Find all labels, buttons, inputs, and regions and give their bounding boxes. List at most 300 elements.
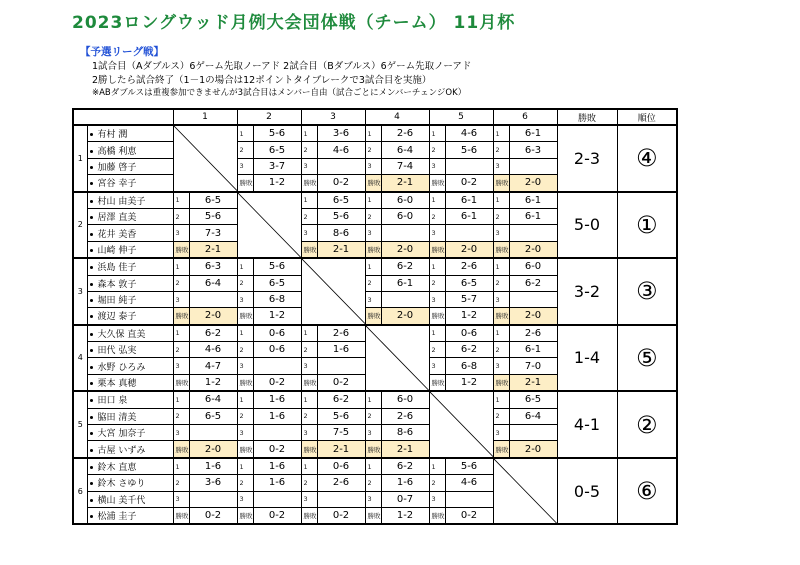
match-label: 1: [493, 125, 509, 142]
match-label: 1: [429, 458, 445, 475]
team-rank: ①: [617, 192, 677, 259]
rules-note-1: 1試合目（Aダブルス）6ゲーム先取ノーアド 2試合目（Bダブルス）6ゲーム先取ノーアド: [92, 61, 472, 72]
team-record: 4-1: [557, 391, 617, 458]
match-label: 2: [429, 142, 445, 158]
match-total: 0-2: [189, 507, 237, 524]
match-total: 2-1: [381, 175, 429, 192]
match-label: 1: [173, 325, 189, 342]
diagonal-line: [238, 193, 301, 258]
result-label: 勝敗: [301, 374, 317, 391]
match-label: 2: [237, 275, 253, 291]
member-name: [87, 358, 173, 374]
match-label: 3: [301, 158, 317, 174]
game-score: [445, 491, 493, 507]
team-record: 5-0: [557, 192, 617, 259]
match-total: 1-2: [189, 374, 237, 391]
member-name: [87, 175, 173, 192]
member-name: [87, 142, 173, 158]
result-label: 勝敗: [429, 308, 445, 325]
match-label: 2: [429, 475, 445, 491]
match-label: 1: [365, 458, 381, 475]
game-score: 1-6: [317, 342, 365, 358]
match-label: 3: [365, 425, 381, 441]
member-name-text: 山崎 伸子: [97, 245, 137, 256]
match-total: 0-2: [253, 507, 301, 524]
team-number: 4: [73, 325, 87, 392]
game-score: 7-4: [381, 158, 429, 174]
bullet-icon: [90, 432, 93, 435]
match-label: 3: [237, 425, 253, 441]
game-score: 6-1: [509, 125, 557, 142]
game-score: 0-6: [253, 325, 301, 342]
match-label: 3: [493, 291, 509, 307]
result-label: 勝敗: [237, 308, 253, 325]
page-title: 2023ロングウッド月例大会団体戦（チーム） 11月杯: [72, 13, 516, 33]
team-rank: ④: [617, 125, 677, 192]
game-score: 4-7: [189, 358, 237, 374]
member-name-text: 有村 潤: [97, 130, 128, 141]
match-label: 3: [493, 425, 509, 441]
match-label: 3: [493, 225, 509, 241]
game-score: 6-2: [189, 325, 237, 342]
match-label: 3: [429, 225, 445, 241]
match-label: 1: [237, 258, 253, 275]
game-score: [253, 358, 301, 374]
match-label: 2: [365, 408, 381, 424]
member-name: [87, 241, 173, 258]
match-label: 3: [493, 158, 509, 174]
result-label: 勝敗: [365, 175, 381, 192]
match-label: 1: [493, 325, 509, 342]
game-score: 8-6: [317, 225, 365, 241]
game-score: 2-6: [381, 125, 429, 142]
game-score: 8-6: [381, 425, 429, 441]
member-name-text: 森本 敦子: [97, 279, 137, 290]
header-opponent-3: 3: [301, 109, 365, 125]
team-rank: ⑥: [617, 458, 677, 525]
member-name: [87, 325, 173, 342]
match-label: 2: [365, 142, 381, 158]
match-total: 0-2: [317, 374, 365, 391]
match-total: 0-2: [445, 507, 493, 524]
match-label: 2: [493, 208, 509, 224]
bullet-icon: [90, 499, 93, 502]
game-score: [317, 158, 365, 174]
match-label: 2: [301, 408, 317, 424]
member-name-text: 大久保 直美: [97, 329, 146, 340]
match-label: 1: [301, 458, 317, 475]
result-label: 勝敗: [237, 507, 253, 524]
game-score: 6-0: [381, 208, 429, 224]
result-label: 勝敗: [237, 175, 253, 192]
member-name-text: 宮谷 幸子: [97, 179, 137, 190]
game-score: 6-8: [253, 291, 301, 307]
result-label: 勝敗: [237, 441, 253, 458]
match-label: 1: [237, 458, 253, 475]
bullet-icon: [90, 283, 93, 286]
result-label: 勝敗: [493, 175, 509, 192]
header-opponent-5: 5: [429, 109, 493, 125]
member-name-text: 堀田 純子: [97, 296, 137, 307]
match-label: 3: [237, 491, 253, 507]
header-opponent-4: 4: [365, 109, 429, 125]
diagonal-line: [494, 459, 557, 524]
match-total: 2-0: [509, 241, 557, 258]
member-name: [87, 491, 173, 507]
table-row: [73, 192, 677, 209]
match-total: 0-2: [445, 175, 493, 192]
game-score: 6-1: [445, 192, 493, 209]
game-score: 3-6: [189, 475, 237, 491]
match-total: 2-1: [381, 441, 429, 458]
game-score: 2-6: [317, 325, 365, 342]
game-score: 6-5: [445, 275, 493, 291]
match-label: 2: [173, 275, 189, 291]
match-label: 3: [365, 291, 381, 307]
bullet-icon: [90, 482, 93, 485]
game-score: 5-6: [189, 208, 237, 224]
bullet-icon: [90, 182, 93, 185]
match-label: 2: [493, 275, 509, 291]
match-total: 2-0: [509, 175, 557, 192]
match-label: 1: [301, 391, 317, 408]
game-score: 6-3: [189, 258, 237, 275]
match-label: 2: [301, 342, 317, 358]
result-label: 勝敗: [365, 441, 381, 458]
game-score: 4-6: [317, 142, 365, 158]
member-name: [87, 125, 173, 142]
match-label: 1: [429, 325, 445, 342]
bullet-icon: [90, 333, 93, 336]
member-name-text: 高橋 利恵: [97, 146, 137, 157]
game-score: 1-6: [253, 475, 301, 491]
result-label: 勝敗: [237, 374, 253, 391]
diagonal-line: [302, 259, 365, 324]
game-score: 6-2: [381, 258, 429, 275]
match-label: 3: [429, 491, 445, 507]
game-score: [509, 225, 557, 241]
result-label: 勝敗: [173, 507, 189, 524]
match-total: 1-2: [253, 175, 301, 192]
member-name: [87, 192, 173, 209]
match-total: 2-1: [189, 241, 237, 258]
game-score: 0-7: [381, 491, 429, 507]
self-match-cell: [301, 258, 365, 325]
header-record: 勝敗: [557, 109, 617, 125]
member-name: [87, 275, 173, 291]
match-label: 3: [365, 225, 381, 241]
member-name-text: 水野 ひろみ: [97, 362, 146, 373]
result-label: 勝敗: [365, 507, 381, 524]
bullet-icon: [90, 449, 93, 452]
result-label: 勝敗: [493, 241, 509, 258]
game-score: 7-3: [189, 225, 237, 241]
table-row: [73, 125, 677, 142]
match-label: 1: [173, 192, 189, 209]
game-score: [189, 425, 237, 441]
match-label: 1: [237, 125, 253, 142]
game-score: [317, 491, 365, 507]
result-label: 勝敗: [173, 308, 189, 325]
section-heading: 【予選リーグ戦】: [80, 46, 164, 58]
self-match-cell: [365, 325, 429, 392]
member-name-text: 居澤 直美: [97, 213, 137, 224]
game-score: 6-0: [381, 391, 429, 408]
table-row: [73, 325, 677, 342]
diagonal-line: [174, 126, 237, 191]
game-score: 6-5: [317, 192, 365, 209]
match-label: 1: [365, 258, 381, 275]
table-row: [73, 391, 677, 408]
member-name: [87, 308, 173, 325]
game-score: 1-6: [253, 408, 301, 424]
bullet-icon: [90, 299, 93, 302]
game-score: [509, 291, 557, 307]
header-opponent-6: 6: [493, 109, 557, 125]
team-rank: ⑤: [617, 325, 677, 392]
league-table: [72, 108, 678, 525]
match-total: 2-1: [317, 441, 365, 458]
member-name: [87, 342, 173, 358]
game-score: 6-2: [445, 342, 493, 358]
member-name: [87, 507, 173, 524]
match-total: 2-1: [509, 374, 557, 391]
bullet-icon: [90, 133, 93, 136]
result-label: 勝敗: [301, 441, 317, 458]
game-score: 1-6: [253, 391, 301, 408]
game-score: 6-5: [189, 192, 237, 209]
member-name-text: 脇田 清美: [97, 412, 137, 423]
match-label: 2: [365, 275, 381, 291]
game-score: [253, 491, 301, 507]
bullet-icon: [90, 249, 93, 252]
match-total: 1-2: [445, 308, 493, 325]
match-label: 2: [173, 342, 189, 358]
match-label: 1: [365, 192, 381, 209]
result-label: 勝敗: [493, 441, 509, 458]
header-rank: 順位: [617, 109, 677, 125]
match-label: 2: [429, 342, 445, 358]
game-score: 6-2: [317, 391, 365, 408]
team-record: 1-4: [557, 325, 617, 392]
match-total: 1-2: [253, 308, 301, 325]
match-label: 2: [173, 408, 189, 424]
member-name-text: 浜島 佳子: [97, 263, 137, 274]
bullet-icon: [90, 349, 93, 352]
match-label: 3: [173, 358, 189, 374]
game-score: 5-6: [317, 408, 365, 424]
game-score: [381, 225, 429, 241]
game-score: 6-2: [381, 458, 429, 475]
member-name-text: 加藤 啓子: [97, 162, 137, 173]
team-record: 0-5: [557, 458, 617, 525]
match-label: 2: [237, 342, 253, 358]
game-score: 5-7: [445, 291, 493, 307]
match-label: 1: [301, 192, 317, 209]
game-score: 4-6: [445, 475, 493, 491]
diagonal-line: [430, 392, 493, 457]
game-score: [445, 225, 493, 241]
bullet-icon: [90, 515, 93, 518]
team-rank: ②: [617, 391, 677, 458]
team-rank: ③: [617, 258, 677, 325]
game-score: 1-6: [381, 475, 429, 491]
bullet-icon: [90, 166, 93, 169]
bullet-icon: [90, 233, 93, 236]
match-total: 2-0: [189, 441, 237, 458]
game-score: 6-5: [253, 142, 301, 158]
match-label: 1: [173, 258, 189, 275]
match-label: 2: [301, 475, 317, 491]
game-score: 6-1: [509, 192, 557, 209]
member-name: [87, 291, 173, 307]
self-match-cell: [493, 458, 557, 525]
match-label: 3: [493, 358, 509, 374]
header-opponent-2: 2: [237, 109, 301, 125]
member-name-text: 田代 弘実: [97, 346, 137, 357]
match-total: 2-0: [189, 308, 237, 325]
team-number: 6: [73, 458, 87, 525]
match-label: 2: [237, 475, 253, 491]
result-label: 勝敗: [429, 175, 445, 192]
member-name: [87, 158, 173, 174]
match-label: 3: [365, 491, 381, 507]
self-match-cell: [173, 125, 237, 192]
match-total: 2-0: [509, 441, 557, 458]
game-score: 5-6: [317, 208, 365, 224]
game-score: [445, 158, 493, 174]
member-name-text: 鈴木 直恵: [97, 463, 137, 473]
result-label: 勝敗: [493, 308, 509, 325]
bullet-icon: [90, 216, 93, 219]
result-label: 勝敗: [301, 241, 317, 258]
member-name-text: 渡辺 泰子: [97, 312, 137, 323]
match-label: 1: [301, 325, 317, 342]
match-total: 0-2: [317, 507, 365, 524]
match-label: 2: [493, 342, 509, 358]
game-score: 2-6: [509, 325, 557, 342]
member-name-text: 松浦 圭子: [97, 512, 137, 523]
match-label: 2: [365, 475, 381, 491]
game-score: [509, 425, 557, 441]
match-label: 1: [429, 258, 445, 275]
team-record: 2-3: [557, 125, 617, 192]
match-label: 2: [493, 408, 509, 424]
team-record: 3-2: [557, 258, 617, 325]
match-total: 0-2: [317, 175, 365, 192]
result-label: 勝敗: [429, 241, 445, 258]
member-name-text: 鈴木 さゆり: [97, 479, 146, 490]
match-label: 3: [429, 158, 445, 174]
match-label: 2: [301, 208, 317, 224]
match-label: 3: [237, 358, 253, 374]
member-name: [87, 458, 173, 475]
bullet-icon: [90, 315, 93, 318]
match-label: 3: [237, 291, 253, 307]
match-label: 3: [301, 358, 317, 374]
match-label: 3: [365, 158, 381, 174]
member-name: [87, 391, 173, 408]
match-label: 1: [237, 391, 253, 408]
game-score: 2-6: [317, 475, 365, 491]
game-score: 6-4: [381, 142, 429, 158]
game-score: 5-6: [445, 458, 493, 475]
game-score: 3-7: [253, 158, 301, 174]
game-score: 6-0: [509, 258, 557, 275]
match-label: 3: [173, 425, 189, 441]
game-score: 0-6: [445, 325, 493, 342]
match-label: 1: [301, 125, 317, 142]
game-score: 6-1: [381, 275, 429, 291]
game-score: 5-6: [253, 125, 301, 142]
member-name-text: 田口 泉: [97, 396, 128, 407]
match-total: 2-1: [317, 241, 365, 258]
match-label: 1: [365, 391, 381, 408]
game-score: 6-8: [445, 358, 493, 374]
member-name-text: 大宮 加奈子: [97, 429, 146, 440]
game-score: 6-5: [253, 275, 301, 291]
game-score: [317, 358, 365, 374]
game-score: 6-5: [509, 391, 557, 408]
result-label: 勝敗: [301, 507, 317, 524]
game-score: 6-1: [445, 208, 493, 224]
game-score: 7-0: [509, 358, 557, 374]
match-label: 3: [301, 425, 317, 441]
game-score: 7-5: [317, 425, 365, 441]
result-label: 勝敗: [173, 441, 189, 458]
game-score: 1-6: [189, 458, 237, 475]
diagonal-line: [366, 326, 429, 391]
member-name: [87, 408, 173, 424]
self-match-cell: [237, 192, 301, 259]
self-match-cell: [429, 391, 493, 458]
match-label: 1: [429, 125, 445, 142]
team-number: 1: [73, 125, 87, 192]
table-row: [73, 258, 677, 275]
match-total: 0-2: [253, 374, 301, 391]
team-number: 2: [73, 192, 87, 259]
match-label: 2: [493, 142, 509, 158]
match-label: 2: [301, 142, 317, 158]
result-label: 勝敗: [173, 241, 189, 258]
match-label: 1: [493, 192, 509, 209]
game-score: 6-0: [381, 192, 429, 209]
bullet-icon: [90, 416, 93, 419]
result-label: 勝敗: [173, 374, 189, 391]
result-label: 勝敗: [429, 374, 445, 391]
game-score: 6-1: [509, 342, 557, 358]
member-name-text: 花井 美香: [97, 229, 137, 240]
bullet-icon: [90, 382, 93, 385]
match-label: 3: [429, 291, 445, 307]
member-name-text: 村山 由美子: [97, 196, 146, 207]
table-row: [73, 458, 677, 475]
member-name-text: 横山 美千代: [97, 495, 146, 506]
game-score: 2-6: [445, 258, 493, 275]
member-name: [87, 475, 173, 491]
game-score: [189, 491, 237, 507]
bullet-icon: [90, 150, 93, 153]
game-score: [189, 291, 237, 307]
match-total: 2-0: [509, 308, 557, 325]
match-label: 3: [173, 291, 189, 307]
game-score: 0-6: [317, 458, 365, 475]
game-score: [381, 291, 429, 307]
match-total: 1-2: [445, 374, 493, 391]
match-label: 3: [237, 158, 253, 174]
game-score: 4-6: [445, 125, 493, 142]
bullet-icon: [90, 466, 93, 469]
